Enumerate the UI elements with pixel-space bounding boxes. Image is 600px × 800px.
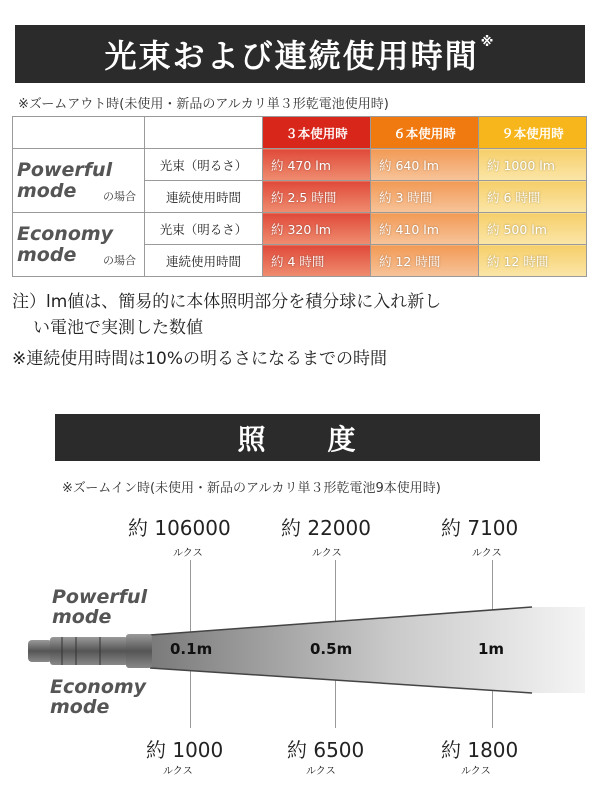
lux-unit: ルクス bbox=[163, 766, 193, 777]
lux-unit: ルクス bbox=[461, 766, 491, 777]
value-cell: 約 1000 lm bbox=[479, 149, 587, 181]
economy-lux-05: 約 6500 bbox=[287, 738, 365, 762]
table-row bbox=[13, 213, 587, 245]
table-header-row bbox=[13, 117, 587, 149]
mode-case: の場合 bbox=[103, 254, 136, 267]
row-label: 連続使用時間 bbox=[145, 245, 263, 277]
value-cell: 約 410 lm bbox=[371, 213, 479, 245]
row-label: 連続使用時間 bbox=[145, 181, 263, 213]
note-zoom-out: ※ズームアウト時(未使用・新品のアルカリ単３形乾電池使用時) bbox=[18, 97, 389, 112]
lux-unit: ルクス bbox=[173, 548, 203, 559]
lux-unit: ルクス bbox=[472, 548, 502, 559]
section-title: 照 度 bbox=[237, 422, 358, 456]
header-3-battery: ３本使用時 bbox=[263, 117, 371, 149]
value-cell: 約 470 lm bbox=[263, 149, 371, 181]
mode-economy bbox=[13, 213, 145, 277]
table-row bbox=[13, 149, 587, 181]
powerful-lux-05: 約 22000 bbox=[281, 516, 371, 540]
section-banner-illuminance bbox=[55, 414, 540, 461]
title-mark: ※ bbox=[480, 34, 496, 50]
footnote-runtime: ※連続使用時間は10%の明るさになるまでの時間 bbox=[12, 349, 388, 369]
mode-case: の場合 bbox=[103, 190, 136, 203]
economy-lux-1: 約 1800 bbox=[441, 738, 519, 762]
value-cell: 約 6 時間 bbox=[479, 181, 587, 213]
value-cell: 約 3 時間 bbox=[371, 181, 479, 213]
section-banner-beam bbox=[15, 25, 585, 83]
mode-name: mode bbox=[17, 243, 77, 266]
value-cell: 約 4 時間 bbox=[263, 245, 371, 277]
mode-name: Economy bbox=[50, 676, 147, 698]
footnote-lm-cont: い電池で実測した数値 bbox=[33, 318, 203, 338]
note-zoom-in: ※ズームイン時(未使用・新品のアルカリ単３形乾電池9本使用時) bbox=[62, 481, 441, 496]
mode-name: Powerful bbox=[52, 586, 148, 608]
mode-name: Economy bbox=[17, 222, 114, 245]
mode-name: mode bbox=[17, 179, 77, 202]
section-title: 光束および連続使用時間 bbox=[104, 37, 479, 75]
header-6-battery: ６本使用時 bbox=[371, 117, 479, 149]
row-label: 光束（明るさ） bbox=[145, 149, 263, 181]
value-cell: 約 320 lm bbox=[263, 213, 371, 245]
economy-lux-01: 約 1000 bbox=[146, 738, 224, 762]
footnote-lm: 注）lm値は、簡易的に本体照明部分を積分球に入れ新し bbox=[12, 292, 442, 312]
spec-table bbox=[12, 116, 587, 277]
row-label: 光束（明るさ） bbox=[145, 213, 263, 245]
lux-unit: ルクス bbox=[306, 766, 336, 777]
header-empty bbox=[145, 117, 263, 149]
mode-name: mode bbox=[52, 606, 112, 628]
value-cell: 約 12 時間 bbox=[479, 245, 587, 277]
header-empty bbox=[13, 117, 145, 149]
distance-05: 0.5m bbox=[310, 640, 353, 658]
powerful-lux-1: 約 7100 bbox=[441, 516, 519, 540]
value-cell: 約 640 lm bbox=[371, 149, 479, 181]
value-cell: 約 500 lm bbox=[479, 213, 587, 245]
flashlight-icon bbox=[28, 634, 152, 668]
mode-name: Powerful bbox=[17, 158, 113, 181]
beam-shape bbox=[150, 607, 585, 693]
illum-powerful-label bbox=[52, 587, 147, 627]
illum-economy-label bbox=[50, 677, 146, 717]
mode-powerful bbox=[13, 149, 145, 213]
value-cell: 約 12 時間 bbox=[371, 245, 479, 277]
mode-name: mode bbox=[50, 696, 110, 718]
powerful-lux-01: 約 106000 bbox=[128, 516, 231, 540]
distance-1: 1m bbox=[478, 640, 505, 658]
distance-01: 0.1m bbox=[170, 640, 213, 658]
header-9-battery: ９本使用時 bbox=[479, 117, 587, 149]
lux-unit: ルクス bbox=[312, 548, 342, 559]
value-cell: 約 2.5 時間 bbox=[263, 181, 371, 213]
